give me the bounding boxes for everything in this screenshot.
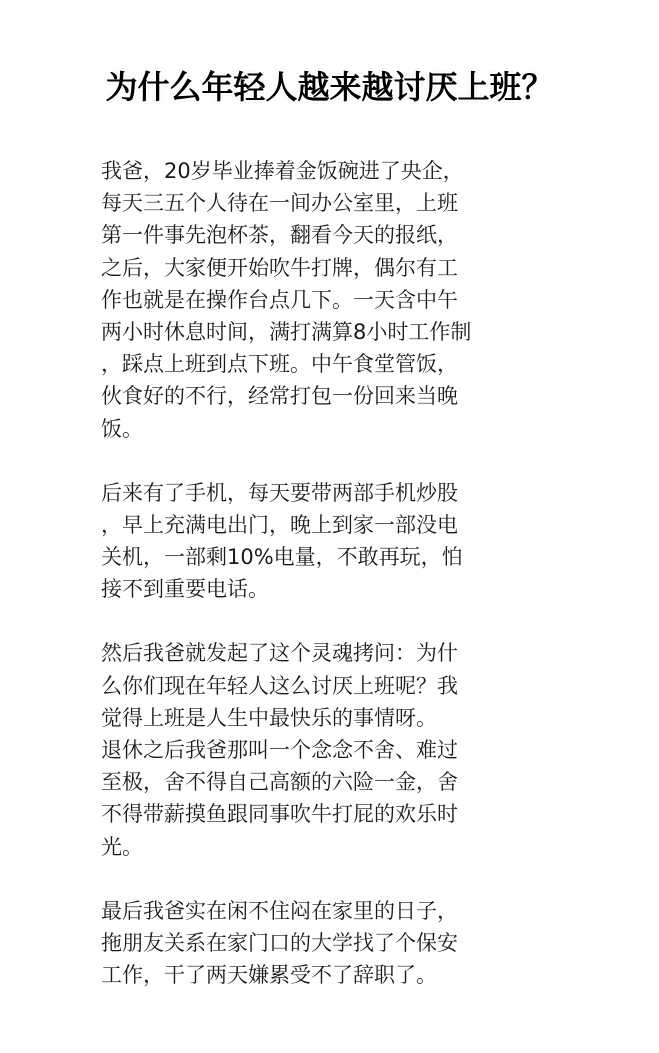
text-line: 每天三五个人待在一间办公室里，上班 [101,191,458,216]
text-line: 么你们现在年轻人这么讨厌上班呢？我 [101,673,458,698]
text-line: 不得带薪摸鱼跟同事吹牛打屁的欢乐时 [101,802,458,827]
text-line: 退休之后我爸那叫一个念念不舍、难过 [101,738,458,762]
text-line: 作也就是在操作台点几下。一天含中午 [101,287,458,312]
text-line: 拖朋友关系在家门口的大学找了个保安 [101,930,458,955]
article-title: 为什么年轻人越来越讨厌上班？ [105,68,554,106]
text-line: 接不到重要电话。 [101,577,269,602]
text-line: 觉得上班是人生中最快乐的事情呀。 [101,705,437,730]
paragraph-2 [101,477,541,606]
text-line: 光。 [101,834,143,859]
text-line: 然后我爸就发起了这个灵魂拷问：为什 [101,641,458,666]
text-line: 后来有了手机，每天要带两部手机炒股 [101,480,458,505]
text-line: ，踩点上班到点下班。中午食堂管饭， [101,352,458,377]
text-line: 伙食好的不行，经常打包一份回来当晚 [101,384,458,409]
text-line: 至极，舍不得自己高额的六险一金，舍 [101,770,458,795]
paragraph-3 [101,637,541,862]
text-line: ，早上充满电出门，晚上到家一部没电 [101,512,458,537]
paragraph-4 [101,895,541,992]
article-body [101,155,541,1023]
text-line: 两小时休息时间，满打满算8小时工作制 [101,319,472,344]
text-line: 第一件事先泡杯茶，翻看今天的报纸， [101,223,458,248]
paragraph-1 [101,155,541,445]
text-line: 关机，一部剩10%电量，不敢再玩，怕 [101,545,463,570]
text-line: 工作，干了两天嫌累受不了辞职了。 [101,963,437,988]
text-line: 饭。 [101,416,143,441]
text-line: 我爸，20岁毕业捧着金饭碗进了央企， [101,159,464,183]
text-line: 最后我爸实在闲不住闷在家里的日子， [101,898,458,923]
text-line: 之后，大家便开始吹牛打牌，偶尔有工 [101,255,458,280]
